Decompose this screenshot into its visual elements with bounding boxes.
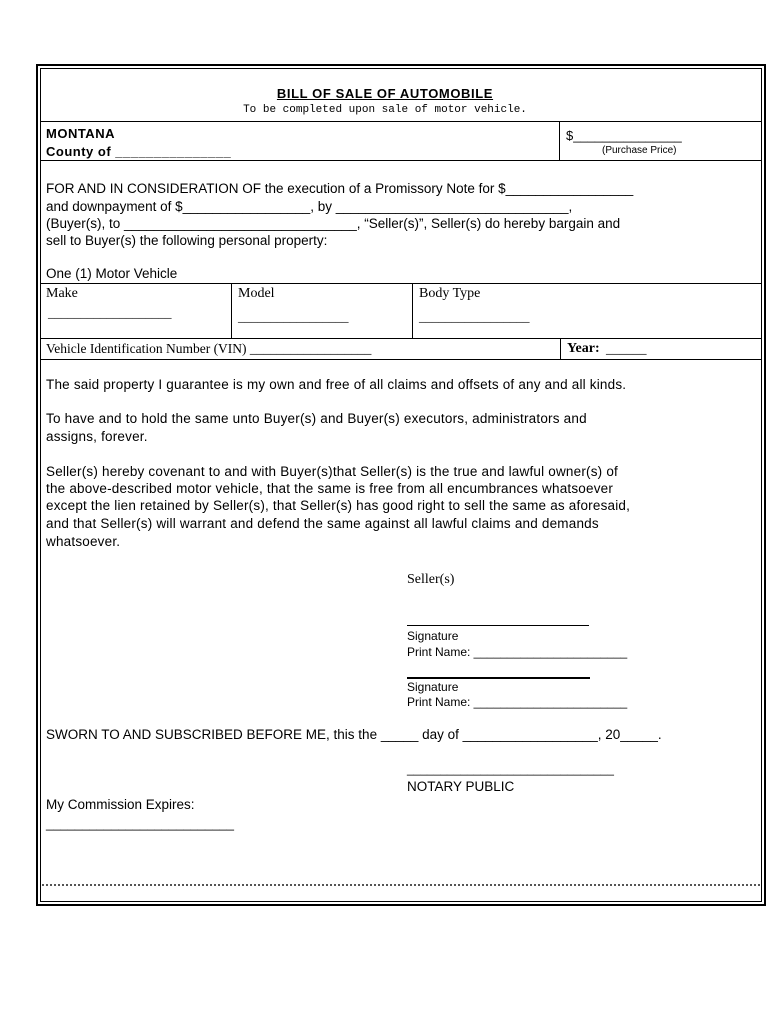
seller-signature-line-1 <box>407 625 589 626</box>
seller-signature-label-2: Signature <box>407 680 459 694</box>
vehicle-col-divider-1 <box>231 283 232 338</box>
vehicle-col-divider-2 <box>412 283 413 338</box>
consideration-line-2: and downpayment of $_________________, by _______________________________, <box>46 199 573 214</box>
commission-expires-label: My Commission Expires: <box>46 797 195 812</box>
vin-row-bottom <box>40 359 762 360</box>
model-blank: _________________ <box>238 309 349 324</box>
state-divider <box>40 160 762 161</box>
purchase-price-field: $_______________ <box>566 128 682 143</box>
seller-signature-line-2 <box>407 677 590 679</box>
seller-print-name-1: Print Name: _______________________ <box>407 645 628 659</box>
year-divider <box>560 338 561 359</box>
covenant-line-3: except the lien retained by Seller(s), that Seller(s) has good right to sell the same as aforesaid, <box>46 498 631 513</box>
state-name: MONTANA <box>46 126 115 141</box>
sellers-heading: Seller(s) <box>407 572 455 587</box>
seller-signature-label-1: Signature <box>407 629 459 643</box>
vin-field: Vehicle Identification Number (VIN) __________________ <box>46 341 372 356</box>
year-blank: ______ <box>606 341 647 356</box>
body-type-blank: _________________ <box>419 309 530 324</box>
header-divider <box>40 121 762 122</box>
sworn-statement: SWORN TO AND SUBSCRIBED BEFORE ME, this the _____ day of __________________, 20_____. <box>46 727 662 742</box>
body-type-label: Body Type <box>419 286 481 301</box>
consideration-line-4: sell to Buyer(s) the following personal property: <box>46 233 328 248</box>
model-label: Model <box>238 286 275 301</box>
footer-dotted-rule <box>42 884 760 886</box>
guarantee-paragraph: The said property I guarantee is my own and free of all claims and offsets of any and all kinds. <box>46 377 627 392</box>
vehicle-heading: One (1) Motor Vehicle <box>46 266 178 281</box>
document-subtitle: To be completed upon sale of motor vehicle. <box>243 104 527 116</box>
document-title: BILL OF SALE OF AUTOMOBILE <box>276 86 494 101</box>
vehicle-table-top <box>40 283 762 284</box>
covenant-line-5: whatsoever. <box>46 534 121 549</box>
price-divider <box>559 121 560 161</box>
commission-expires-blank: __________________________ <box>46 816 234 831</box>
notary-public-label: NOTARY PUBLIC <box>407 779 515 794</box>
covenant-line-4: and that Seller(s) will warrant and defend the same against all lawful claims and demands <box>46 516 599 531</box>
habendum-line-2: assigns, forever. <box>46 429 148 444</box>
seller-print-name-2: Print Name: _______________________ <box>407 695 628 709</box>
purchase-price-caption: (Purchase Price) <box>602 145 677 156</box>
notary-signature-line: _______________________________ <box>407 762 614 776</box>
make-label: Make <box>46 286 78 301</box>
vin-row-top <box>40 338 762 339</box>
covenant-line-2: the above-described motor vehicle, that the same is free from all encumbrances whatsoever <box>46 481 614 496</box>
covenant-line-1: Seller(s) hereby covenant to and with Buyer(s)that Seller(s) is the true and lawful owner(s) of <box>46 464 618 479</box>
county-field: County of _______________ <box>46 144 232 159</box>
consideration-line-3: (Buyer(s), to _______________________________, “Seller(s)”, Seller(s) do hereby bargain and <box>46 216 621 231</box>
habendum-line-1: To have and to hold the same unto Buyer(s) and Buyer(s) executors, administrators and <box>46 411 587 426</box>
consideration-line-1: FOR AND IN CONSIDERATION OF the execution of a Promissory Note for $_________________ <box>46 181 634 196</box>
make-blank: ___________________ <box>48 305 172 320</box>
year-label: Year: <box>567 341 600 356</box>
